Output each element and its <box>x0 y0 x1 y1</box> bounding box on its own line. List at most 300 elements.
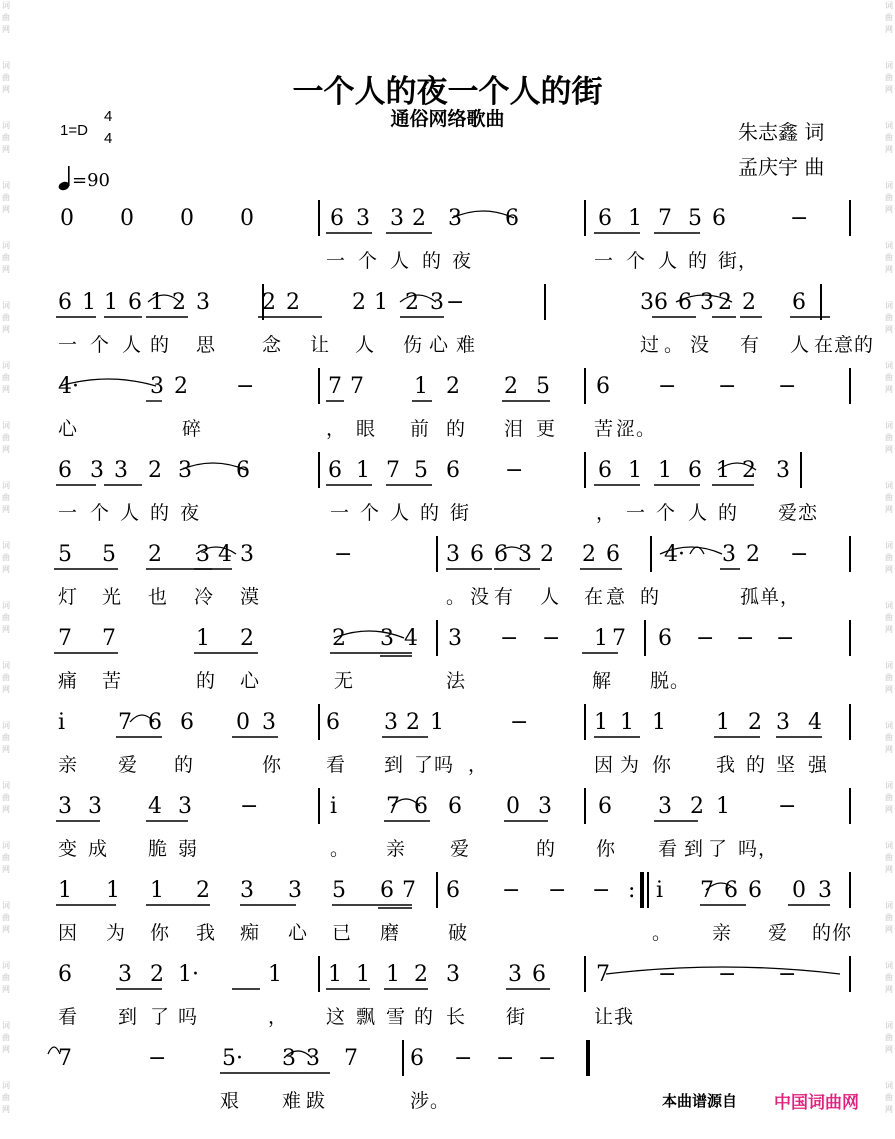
watermark-char: 曲 <box>2 793 10 802</box>
lyric-char: ， <box>468 754 488 776</box>
lyric-char: 你 <box>832 922 852 944</box>
lyric-char: 磨 <box>380 922 400 944</box>
watermark-char: 网 <box>2 805 10 814</box>
lyric-char: 光 <box>102 586 122 608</box>
watermark-char: 词 <box>2 841 10 850</box>
notes-line <box>0 794 895 838</box>
note: 3 <box>776 710 790 735</box>
lyric-char: 吗 <box>434 754 454 776</box>
score-row <box>0 374 895 458</box>
note: 1 <box>620 710 634 735</box>
note: 5 <box>332 878 346 903</box>
note: 1 <box>150 290 164 315</box>
note: 3 <box>240 878 254 903</box>
note: i <box>330 794 338 819</box>
sustain-dash: − <box>658 374 677 399</box>
lyric-char: 一 <box>326 250 346 272</box>
lyric-char: 。 <box>652 922 672 944</box>
watermark-char: 词 <box>885 961 893 970</box>
note: 3 <box>384 710 398 735</box>
watermark-char: 网 <box>885 1105 893 1114</box>
note: 1 <box>356 458 370 483</box>
note: 6 <box>712 206 726 231</box>
barline <box>849 956 851 992</box>
watermark-char: 网 <box>885 325 893 334</box>
lyric-char: 的 <box>446 418 466 440</box>
barline <box>584 200 586 236</box>
watermark-char: 曲 <box>2 13 10 22</box>
note: 0 <box>240 206 254 231</box>
note: 2 <box>446 374 460 399</box>
note: 7 <box>118 710 132 735</box>
watermark-gap <box>0 156 12 180</box>
note: 3 <box>446 962 460 987</box>
watermark-char: 词 <box>2 1 10 10</box>
lyric-char: 的 <box>536 838 556 860</box>
watermark-char: 网 <box>885 505 893 514</box>
note: 6 <box>596 374 610 399</box>
lyric-char: 了 <box>414 754 434 776</box>
watermark-char: 词 <box>885 661 893 670</box>
barline <box>650 536 652 572</box>
watermark-char: 词 <box>885 901 893 910</box>
lyric-char: 成 <box>88 838 108 860</box>
note: 3 <box>196 542 210 567</box>
note: 6 <box>446 878 460 903</box>
note: 5 <box>688 206 702 231</box>
watermark-char: 网 <box>885 865 893 874</box>
watermark-char: 曲 <box>2 853 10 862</box>
lyric-char: 人 <box>658 250 678 272</box>
note: 1 <box>716 794 730 819</box>
watermark-char: 词 <box>2 541 10 550</box>
watermark-char: 曲 <box>2 553 10 562</box>
note: 3 <box>196 290 210 315</box>
watermark-char: 词 <box>2 1081 10 1090</box>
meter-numerator: 4 <box>104 108 113 125</box>
lyrics-line <box>0 582 895 612</box>
lyric-char: 更 <box>536 418 556 440</box>
lyric-char: 个 <box>90 502 110 524</box>
lyric-char: 看 <box>58 1006 78 1028</box>
barline <box>584 956 586 992</box>
note: 3 <box>178 458 192 483</box>
watermark-char: 网 <box>885 205 893 214</box>
lyric-char: 一 <box>58 502 78 524</box>
note: 0 <box>506 794 520 819</box>
note: 5 <box>536 374 550 399</box>
note: 1 <box>356 962 370 987</box>
song-title: 一个人的夜一个人的街 <box>292 74 603 110</box>
watermark-char: 词 <box>2 901 10 910</box>
note: 3 <box>518 542 532 567</box>
lyric-char: 的 <box>420 502 440 524</box>
watermark-char: 词 <box>2 601 10 610</box>
watermark-char: 网 <box>885 445 893 454</box>
watermark-char: 曲 <box>885 73 893 82</box>
note: 3 <box>818 878 832 903</box>
barline <box>820 284 822 320</box>
watermark-char: 曲 <box>885 553 893 562</box>
sustain-dash: − <box>240 794 259 819</box>
lyric-char: 孤 <box>740 586 760 608</box>
lyric-char: 痴 <box>240 922 260 944</box>
lyric-char: 你 <box>150 922 170 944</box>
watermark-char: 网 <box>885 805 893 814</box>
barline <box>318 704 320 740</box>
watermark-char: 曲 <box>885 973 893 982</box>
watermark-gap <box>883 156 895 180</box>
watermark-char: 曲 <box>2 133 10 142</box>
note: 6 <box>236 458 250 483</box>
score-row <box>0 542 895 626</box>
barline <box>318 368 320 404</box>
lyric-char: 已 <box>332 922 352 944</box>
lyric-char: 的 <box>422 250 442 272</box>
lyric-char: 了 <box>708 838 728 860</box>
note: 0 <box>180 206 194 231</box>
note: 6 <box>748 878 762 903</box>
lyric-char: 因 <box>58 922 78 944</box>
lyric-char: 为 <box>106 922 126 944</box>
lyric-char: 碎 <box>182 418 202 440</box>
note: 3 <box>390 206 404 231</box>
lyric-char: 灯 <box>58 586 78 608</box>
note: 2 <box>196 878 210 903</box>
watermark-char: 词 <box>885 601 893 610</box>
note: 6 <box>326 710 340 735</box>
lyric-char: 的 <box>196 670 216 692</box>
watermark-char: 曲 <box>2 373 10 382</box>
note: 2 <box>332 626 346 651</box>
lyric-char: 到 <box>684 838 704 860</box>
watermark-char: 词 <box>2 421 10 430</box>
lyric-char: 伤 <box>403 334 423 356</box>
sustain-dash: − <box>548 878 567 903</box>
note: i <box>656 878 664 903</box>
score-row <box>0 878 895 962</box>
watermark-char: 网 <box>2 85 10 94</box>
barline <box>647 872 649 908</box>
score-row <box>0 794 895 878</box>
lyric-char: 人 <box>122 334 142 356</box>
barline <box>849 620 851 656</box>
note: 1 <box>58 878 72 903</box>
lyric-char: 在 <box>584 586 604 608</box>
lyrics-line <box>0 834 895 864</box>
watermark-char: 网 <box>885 1045 893 1054</box>
composer-credit: 孟庆宇 曲 <box>738 155 825 179</box>
watermark-char: 网 <box>885 85 893 94</box>
note: 3 <box>448 206 462 231</box>
score-row <box>0 626 895 710</box>
key-signature: 1=D <box>60 122 88 139</box>
note: 6 <box>724 878 738 903</box>
watermark-char: 曲 <box>885 673 893 682</box>
note: 2 <box>582 542 596 567</box>
note: 2 <box>504 374 518 399</box>
note: 6 <box>380 878 394 903</box>
lyric-char: 一 <box>594 250 614 272</box>
note: 1 <box>196 626 210 651</box>
note: 2 <box>748 710 762 735</box>
repeat-dots: : <box>628 878 636 903</box>
note: 3 <box>306 1046 320 1071</box>
watermark-char: 词 <box>885 541 893 550</box>
lyric-char: 因 <box>594 754 614 776</box>
sustain-dash: − <box>776 626 795 651</box>
notes-line <box>0 962 895 1006</box>
barline <box>849 536 851 572</box>
lyric-char: ， <box>268 1006 288 1028</box>
lyric-char: 强 <box>808 754 828 776</box>
note: 6 <box>148 710 162 735</box>
watermark-char: 曲 <box>885 1033 893 1042</box>
lyric-char: 你 <box>652 754 672 776</box>
lyrics-line <box>0 330 895 360</box>
lyric-char: 难 <box>456 334 476 356</box>
lyric-char: 。 <box>670 670 690 692</box>
lyric-char: 的 <box>150 502 170 524</box>
lyric-char: 。 <box>664 334 684 356</box>
lyric-char: 心 <box>429 334 449 356</box>
watermark-char: 网 <box>885 385 893 394</box>
note: 3 <box>722 542 736 567</box>
note: 1 <box>716 458 730 483</box>
lyrics-line <box>0 918 895 948</box>
site-label: 中国词曲网 <box>774 1093 859 1113</box>
lyric-char: 心 <box>288 922 308 944</box>
sustain-dash: − <box>505 458 524 483</box>
lyric-char: 苦 <box>594 418 614 440</box>
lyrics-line <box>0 1086 895 1116</box>
note: 6 <box>598 458 612 483</box>
lyric-char: 意 <box>606 586 626 608</box>
notes-line <box>0 290 895 334</box>
lyric-char: 爱 <box>768 922 788 944</box>
note: 6 <box>58 962 72 987</box>
watermark-char: 曲 <box>2 613 10 622</box>
barline <box>584 704 586 740</box>
watermark-char: 曲 <box>2 493 10 502</box>
note: 2 <box>746 542 760 567</box>
watermark-char: 词 <box>885 1081 893 1090</box>
note: 2 <box>690 794 704 819</box>
watermark-char: 曲 <box>885 433 893 442</box>
watermark-char: 网 <box>885 25 893 34</box>
watermark-char: 曲 <box>2 1033 10 1042</box>
lyric-char: 一 <box>330 502 350 524</box>
watermark-char: 词 <box>2 481 10 490</box>
score-row <box>0 710 895 794</box>
song-subtitle: 通俗网络歌曲 <box>390 108 505 130</box>
note: 7 <box>596 962 610 987</box>
note: 6 <box>470 542 484 567</box>
note: 4· <box>664 542 685 567</box>
lyric-char: 心 <box>240 670 260 692</box>
note: 0 <box>236 710 250 735</box>
note: 1 <box>658 458 672 483</box>
note: 0 <box>120 206 134 231</box>
watermark-char: 曲 <box>2 253 10 262</box>
watermark-char: 网 <box>885 565 893 574</box>
lyric-char: 个 <box>656 502 676 524</box>
note: 7 <box>700 878 714 903</box>
note: 6 <box>532 962 546 987</box>
note: 5 <box>414 458 428 483</box>
note: 3 <box>640 290 654 315</box>
note: 3 <box>538 794 552 819</box>
sustain-dash: − <box>790 206 809 231</box>
lyric-char: 的 <box>174 754 194 776</box>
lyric-char: 人 <box>390 502 410 524</box>
note: 6 <box>330 206 344 231</box>
note: 1 <box>628 206 642 231</box>
lyric-char: 的 <box>688 250 708 272</box>
lyric-char: 亲 <box>386 838 406 860</box>
sustain-dash: − <box>334 542 353 567</box>
lyric-char: 冷 <box>194 586 214 608</box>
watermark-char: 网 <box>2 1045 10 1054</box>
lyric-char: 的 <box>150 334 170 356</box>
watermark-char: 词 <box>2 241 10 250</box>
watermark-char: 曲 <box>885 733 893 742</box>
note: 2 <box>540 542 554 567</box>
lyric-char: 单 <box>760 586 780 608</box>
watermark-char: 曲 <box>885 613 893 622</box>
note: 2 <box>286 290 300 315</box>
note: 4 <box>148 794 162 819</box>
watermark-char: 词 <box>885 301 893 310</box>
watermark-char: 词 <box>2 181 10 190</box>
watermark-char: 曲 <box>885 793 893 802</box>
lyric-char: 前 <box>410 418 430 440</box>
note: 6 <box>58 290 72 315</box>
note: 7 <box>612 626 626 651</box>
watermark-char: 词 <box>885 481 893 490</box>
lyric-char: 我 <box>614 1006 634 1028</box>
note: 4 <box>218 542 232 567</box>
watermark-char: 词 <box>885 121 893 130</box>
lyric-char: 有 <box>494 586 514 608</box>
watermark-char: 词 <box>885 181 893 190</box>
lyric-char: 个 <box>90 334 110 356</box>
barline <box>436 620 438 656</box>
lyric-char: 吗 <box>178 1006 198 1028</box>
lyric-char: 个 <box>626 250 646 272</box>
lyric-char: 我 <box>716 754 736 776</box>
lyric-char: 法 <box>446 670 466 692</box>
lyric-char: 。 <box>430 1090 450 1112</box>
watermark-char: 词 <box>2 121 10 130</box>
watermark-char: 词 <box>2 781 10 790</box>
score-row <box>0 290 895 374</box>
lyric-char: 跋 <box>306 1090 326 1112</box>
lyric-char: ， <box>738 250 758 272</box>
note: 0 <box>792 878 806 903</box>
note: 6 <box>448 794 462 819</box>
sustain-dash: − <box>500 626 519 651</box>
note: 2 <box>240 626 254 651</box>
note: 3 <box>658 794 672 819</box>
watermark-char: 网 <box>2 265 10 274</box>
lyric-char: 看 <box>326 754 346 776</box>
meter-denominator: 4 <box>104 130 113 147</box>
note: 0 <box>60 206 74 231</box>
sustain-dash: − <box>696 626 715 651</box>
barline <box>318 200 320 236</box>
score-row <box>0 458 895 542</box>
barline <box>849 368 851 404</box>
lyric-char: 痛 <box>58 670 78 692</box>
note: 6 <box>678 290 692 315</box>
lyric-char: 的 <box>718 502 738 524</box>
lyric-char: 一 <box>626 502 646 524</box>
watermark-char: 曲 <box>885 493 893 502</box>
note: 3 <box>178 794 192 819</box>
watermark-char: 词 <box>2 961 10 970</box>
lyric-char: ， <box>758 838 778 860</box>
note: 2 <box>172 290 186 315</box>
sustain-dash: − <box>510 710 529 735</box>
barline <box>644 620 646 656</box>
lyric-char: 爱 <box>778 502 798 524</box>
lyric-char: 街 <box>506 1006 526 1028</box>
lyric-char: 街 <box>450 502 470 524</box>
barline <box>584 452 586 488</box>
lyrics-line <box>0 498 895 528</box>
watermark-char: 网 <box>2 145 10 154</box>
barline <box>849 788 851 824</box>
note: 6 <box>128 290 142 315</box>
lyric-char: ， <box>780 586 800 608</box>
watermark-char: 曲 <box>2 913 10 922</box>
lyric-char: 弱 <box>178 838 198 860</box>
barline <box>318 788 320 824</box>
note: 1· <box>178 962 199 987</box>
notes-line <box>0 206 895 250</box>
watermark-char: 词 <box>885 241 893 250</box>
note: 3 <box>150 374 164 399</box>
sustain-dash: − <box>538 1046 557 1071</box>
note: 6 <box>414 794 428 819</box>
note: 7 <box>102 626 116 651</box>
note: 7 <box>58 626 72 651</box>
barline <box>584 788 586 824</box>
note: 2 <box>150 962 164 987</box>
watermark-char: 词 <box>885 1021 893 1030</box>
barline <box>584 368 586 404</box>
lyric-char: 的 <box>854 334 874 356</box>
lyric-char: 人 <box>688 502 708 524</box>
note: 7 <box>344 1046 358 1071</box>
note: 3 <box>114 458 128 483</box>
watermark-char: 网 <box>2 865 10 874</box>
note: 7 <box>328 374 342 399</box>
lyric-char: 个 <box>360 502 380 524</box>
watermark-char: 网 <box>885 625 893 634</box>
note: 3 <box>262 710 276 735</box>
note: 3 <box>508 962 522 987</box>
lyric-char: 人 <box>390 250 410 272</box>
note: 7 <box>658 206 672 231</box>
note: 3 <box>700 290 714 315</box>
watermark-char: 曲 <box>2 73 10 82</box>
watermark-char: 曲 <box>2 433 10 442</box>
watermark-char: 网 <box>2 685 10 694</box>
watermark-char: 词 <box>885 1 893 10</box>
watermark-char: 曲 <box>2 313 10 322</box>
